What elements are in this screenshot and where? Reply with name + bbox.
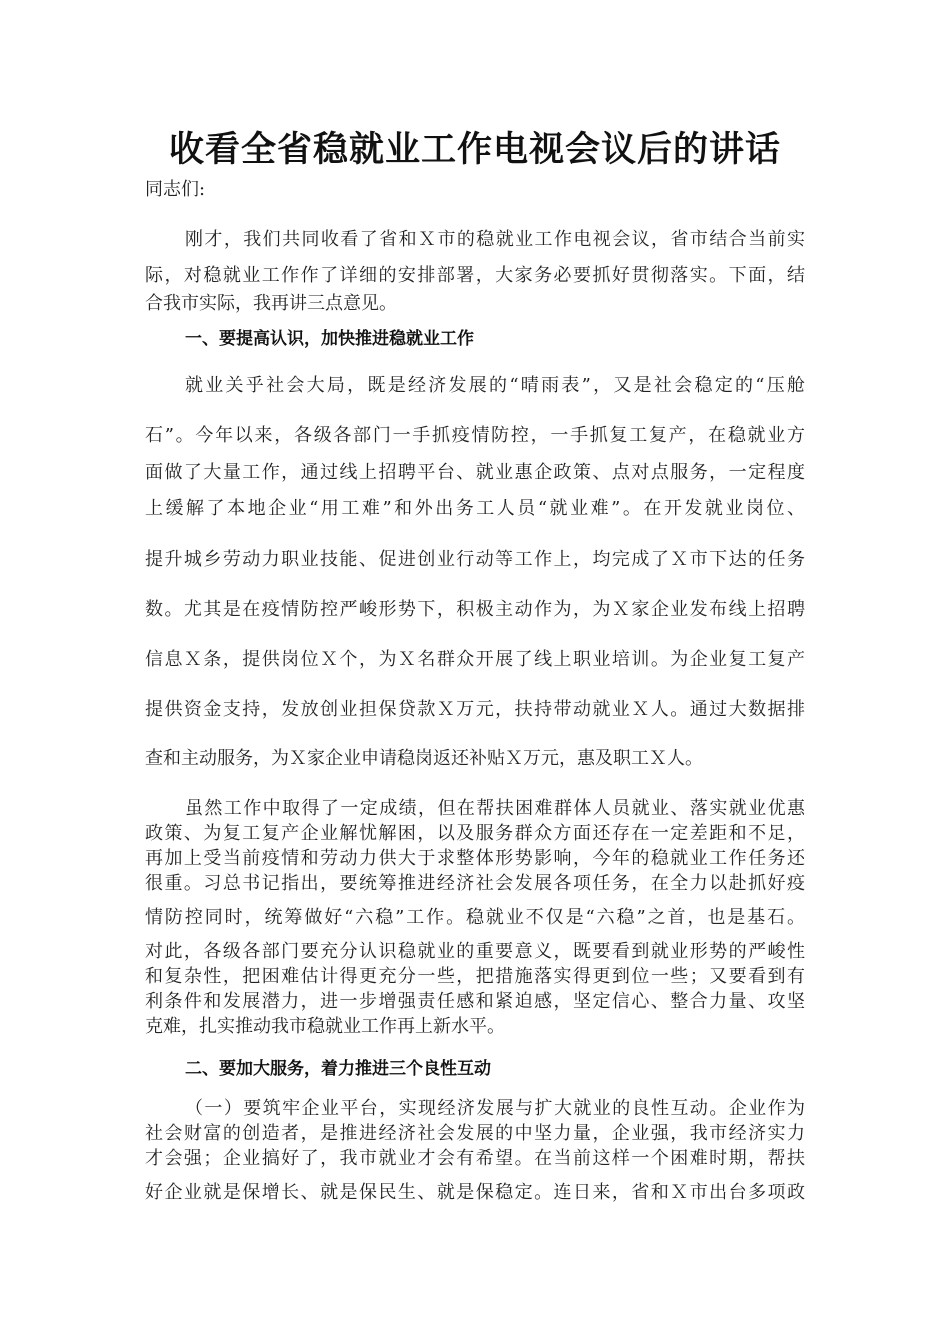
paragraph-line: （一）要筑牢企业平台，实现经济发展与扩大就业的良性互动。企业作为 bbox=[185, 1098, 805, 1119]
section-heading-2: 二、要加大服务，着力推进三个良性互动 bbox=[185, 1059, 491, 1079]
paragraph-line: 数。尤其是在疫情防控严峻形势下，积极主动作为，为Ｘ家企业发布线上招聘 bbox=[145, 599, 805, 620]
paragraph-line: 就业关乎社会大局，既是经济发展的“晴雨表”，又是社会稳定的“压舱 bbox=[185, 375, 805, 396]
paragraph-line: 情防控同时，统筹做好“六稳”工作。稳就业不仅是“六稳”之首，也是基石。 bbox=[145, 907, 805, 928]
paragraph-line: 石”。今年以来，各级各部门一手抓疫情防控，一手抓复工复产，在稳就业方 bbox=[145, 425, 805, 446]
paragraph-line: 利条件和发展潜力，进一步增强责任感和紧迫感，坚定信心、整合力量、攻坚 bbox=[145, 991, 805, 1012]
paragraph-line: 提供资金支持，发放创业担保贷款Ｘ万元，扶持带动就业Ｘ人。通过大数据排 bbox=[145, 699, 805, 720]
paragraph-line: 合我市实际，我再讲三点意见。 bbox=[145, 293, 397, 314]
document-title: 收看全省稳就业工作电视会议后的讲话 bbox=[168, 129, 781, 170]
paragraph-line: 虽然工作中取得了一定成绩，但在帮扶困难群体人员就业、落实就业优惠 bbox=[185, 798, 805, 819]
paragraph-line: 查和主动服务，为Ｘ家企业申请稳岗返还补贴Ｘ万元，惠及职工Ｘ人。 bbox=[145, 748, 703, 769]
salutation: 同志们: bbox=[145, 179, 206, 200]
paragraph-line: 社会财富的创造者，是推进经济社会发展的中坚力量，企业强，我市经济实力 bbox=[145, 1123, 805, 1144]
paragraph-line: 再加上受当前疫情和劳动力供大于求整体形势影响，今年的稳就业工作任务还 bbox=[145, 848, 805, 869]
paragraph-line: 面做了大量工作，通过线上招聘平台、就业惠企政策、点对点服务，一定程度 bbox=[145, 462, 805, 483]
paragraph-line: 和复杂性，把困难估计得更充分一些，把措施落实得更到位一些；又要看到有 bbox=[145, 966, 805, 987]
paragraph-line: 政策、为复工复产企业解忧解困，以及服务群众方面还存在一定差距和不足， bbox=[145, 823, 805, 844]
paragraph-line: 对此，各级各部门要充分认识稳就业的重要意义，既要看到就业形势的严峻性 bbox=[145, 941, 805, 962]
paragraph-line: 信息Ｘ条，提供岗位Ｘ个，为Ｘ名群众开展了线上职业培训。为企业复工复产 bbox=[145, 649, 805, 670]
paragraph-line: 际，对稳就业工作作了详细的安排部署，大家务必要抓好贯彻落实。下面，结 bbox=[145, 265, 805, 286]
paragraph-line: 提升城乡劳动力职业技能、促进创业行动等工作上，均完成了Ｘ市下达的任务 bbox=[145, 549, 805, 570]
paragraph-line: 克难，扎实推动我市稳就业工作再上新水平。 bbox=[145, 1016, 505, 1037]
section-heading-1: 一、要提高认识，加快推进稳就业工作 bbox=[185, 329, 474, 349]
paragraph-line: 上缓解了本地企业“用工难”和外出务工人员“就业难”。在开发就业岗位、 bbox=[145, 498, 805, 519]
paragraph-line: 很重。习总书记指出，要统筹推进经济社会发展各项任务，在全力以赴抓好疫 bbox=[145, 873, 805, 894]
paragraph-line: 才会强；企业搞好了，我市就业才会有希望。在当前这样一个困难时期，帮扶 bbox=[145, 1148, 805, 1169]
paragraph-line: 好企业就是保增长、就是保民生、就是保稳定。连日来，省和Ｘ市出台多项政 bbox=[145, 1182, 805, 1203]
paragraph-line: 刚才，我们共同收看了省和Ｘ市的稳就业工作电视会议，省市结合当前实 bbox=[185, 229, 805, 250]
